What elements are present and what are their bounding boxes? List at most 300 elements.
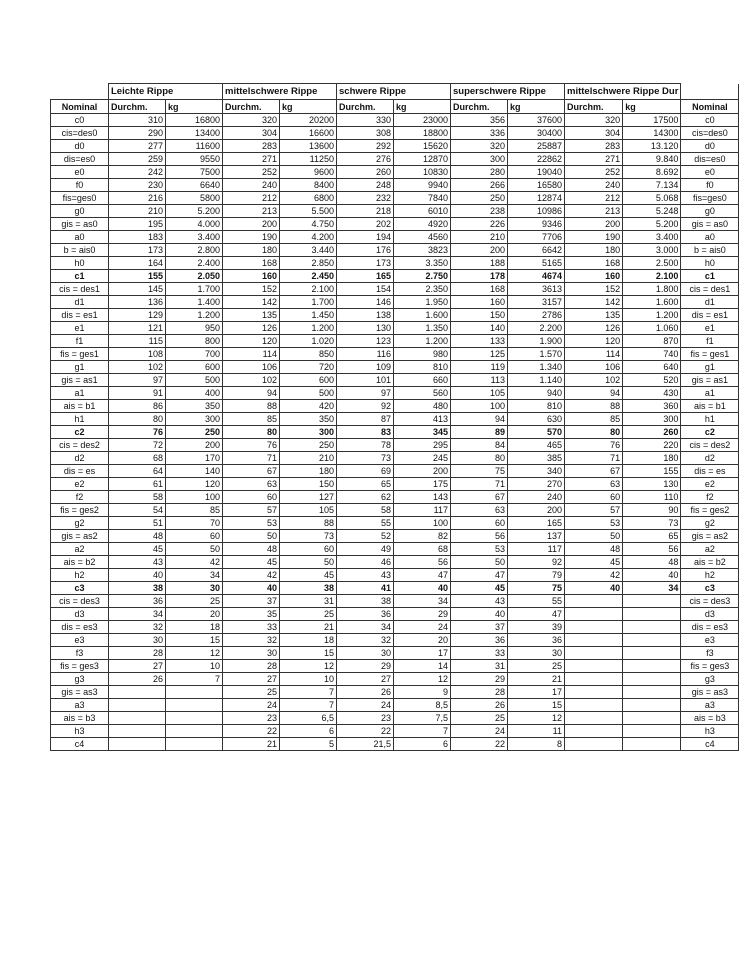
value-cell: 69: [337, 465, 394, 478]
value-cell: 120: [223, 335, 280, 348]
value-cell: 34: [337, 621, 394, 634]
value-cell: 1.200: [166, 309, 223, 322]
value-cell: 45: [280, 569, 337, 582]
value-cell: 34: [623, 582, 681, 595]
value-cell: 850: [280, 348, 337, 361]
value-cell: 220: [623, 439, 681, 452]
value-cell: 48: [565, 543, 623, 556]
value-cell: 2.100: [280, 283, 337, 296]
table-row: [51, 231, 739, 244]
value-cell: 25: [451, 712, 508, 725]
value-cell: 7,5: [394, 712, 451, 725]
value-cell: 4.750: [280, 218, 337, 231]
table-row: [51, 647, 739, 660]
table-row: [51, 595, 739, 608]
value-cell: 67: [451, 491, 508, 504]
value-cell: 100: [451, 400, 508, 413]
value-cell: 3.440: [280, 244, 337, 257]
table-row: [51, 725, 739, 738]
value-cell: 113: [451, 374, 508, 387]
value-cell: 13600: [280, 140, 337, 153]
value-cell: 127: [280, 491, 337, 504]
value-cell: [623, 725, 681, 738]
table-row: [51, 283, 739, 296]
value-cell: 125: [451, 348, 508, 361]
value-cell: 100: [166, 491, 223, 504]
value-cell: 55: [508, 595, 565, 608]
nominal-cell: d0: [681, 140, 739, 153]
weight-header: kg: [508, 100, 565, 114]
value-cell: 85: [166, 504, 223, 517]
value-cell: 11600: [166, 140, 223, 153]
value-cell: 2786: [508, 309, 565, 322]
value-cell: 78: [337, 439, 394, 452]
value-cell: 1.200: [280, 322, 337, 335]
value-cell: 48: [109, 530, 166, 543]
value-cell: 40: [565, 582, 623, 595]
value-cell: 155: [623, 465, 681, 478]
value-cell: 24: [451, 725, 508, 738]
value-cell: 12: [394, 673, 451, 686]
nominal-cell: dis = es1: [681, 309, 739, 322]
value-cell: 30: [508, 647, 565, 660]
value-cell: [623, 634, 681, 647]
value-cell: 2.200: [508, 322, 565, 335]
value-cell: 34: [109, 608, 166, 621]
value-cell: 94: [223, 387, 280, 400]
value-cell: 168: [451, 283, 508, 296]
value-cell: 49: [337, 543, 394, 556]
value-cell: 87: [337, 413, 394, 426]
value-cell: 5.068: [623, 192, 681, 205]
value-cell: 6800: [280, 192, 337, 205]
value-cell: 4920: [394, 218, 451, 231]
value-cell: 1.600: [394, 309, 451, 322]
value-cell: 36: [451, 634, 508, 647]
value-cell: 36: [337, 608, 394, 621]
table-row: [51, 296, 739, 309]
table-row: [51, 361, 739, 374]
value-cell: 1.340: [508, 361, 565, 374]
value-cell: 9940: [394, 179, 451, 192]
nominal-cell: e3: [51, 634, 109, 647]
value-cell: [565, 647, 623, 660]
value-cell: 700: [166, 348, 223, 361]
value-cell: 28: [223, 660, 280, 673]
table-row: [51, 426, 739, 439]
value-cell: 88: [280, 517, 337, 530]
value-cell: 188: [451, 257, 508, 270]
value-cell: 73: [280, 530, 337, 543]
value-cell: 140: [451, 322, 508, 335]
value-cell: 23: [337, 712, 394, 725]
value-cell: 1.950: [394, 296, 451, 309]
value-cell: 271: [223, 153, 280, 166]
nominal-cell: g0: [51, 205, 109, 218]
value-cell: 600: [166, 361, 223, 374]
nominal-cell: h2: [51, 569, 109, 582]
value-cell: 200: [565, 218, 623, 231]
nominal-cell: h1: [51, 413, 109, 426]
value-cell: 47: [394, 569, 451, 582]
value-cell: [565, 621, 623, 634]
value-cell: 32: [109, 621, 166, 634]
value-cell: 210: [451, 231, 508, 244]
value-cell: 12: [166, 647, 223, 660]
value-cell: 88: [223, 400, 280, 413]
value-cell: 20: [394, 634, 451, 647]
value-cell: 10: [166, 660, 223, 673]
value-cell: 25: [508, 660, 565, 673]
value-cell: 25: [223, 686, 280, 699]
value-cell: 80: [109, 413, 166, 426]
value-cell: 300: [166, 413, 223, 426]
value-cell: 33: [223, 621, 280, 634]
nominal-cell: g3: [681, 673, 739, 686]
value-cell: 17: [394, 647, 451, 660]
value-cell: 740: [623, 348, 681, 361]
value-cell: 83: [337, 426, 394, 439]
value-cell: 30: [223, 647, 280, 660]
table-row: [51, 738, 739, 751]
value-cell: 720: [280, 361, 337, 374]
value-cell: [565, 699, 623, 712]
nominal-cell: a0: [51, 231, 109, 244]
value-cell: 308: [337, 127, 394, 140]
value-cell: 2.750: [394, 270, 451, 283]
value-cell: 320: [565, 114, 623, 127]
value-cell: 500: [166, 374, 223, 387]
value-cell: 1.600: [623, 296, 681, 309]
table-row: [51, 413, 739, 426]
value-cell: 47: [508, 608, 565, 621]
value-cell: 109: [337, 361, 394, 374]
value-cell: 940: [508, 387, 565, 400]
value-cell: 130: [623, 478, 681, 491]
nominal-cell: f2: [51, 491, 109, 504]
value-cell: 31: [451, 660, 508, 673]
value-cell: 42: [223, 569, 280, 582]
value-cell: 240: [565, 179, 623, 192]
value-cell: 3.400: [623, 231, 681, 244]
value-cell: 20: [166, 608, 223, 621]
value-cell: 250: [280, 439, 337, 452]
value-cell: 3.400: [166, 231, 223, 244]
value-cell: 164: [109, 257, 166, 270]
table-row: [51, 114, 739, 127]
value-cell: 40: [394, 582, 451, 595]
value-cell: 194: [337, 231, 394, 244]
value-cell: 176: [337, 244, 394, 257]
value-cell: 30: [166, 582, 223, 595]
value-cell: 154: [337, 283, 394, 296]
value-cell: 22: [337, 725, 394, 738]
value-cell: 345: [394, 426, 451, 439]
nominal-cell: c4: [51, 738, 109, 751]
value-cell: 8400: [280, 179, 337, 192]
value-cell: [166, 725, 223, 738]
value-cell: 23: [223, 712, 280, 725]
value-cell: 38: [109, 582, 166, 595]
value-cell: 7500: [166, 166, 223, 179]
table-row: [51, 530, 739, 543]
value-cell: 1.700: [280, 296, 337, 309]
value-cell: 67: [565, 465, 623, 478]
nominal-cell: c1: [51, 270, 109, 283]
value-cell: 15: [166, 634, 223, 647]
nominal-cell: f3: [51, 647, 109, 660]
nominal-cell: e0: [51, 166, 109, 179]
value-cell: 45: [451, 582, 508, 595]
value-cell: 4.200: [280, 231, 337, 244]
value-cell: 12870: [394, 153, 451, 166]
value-cell: 240: [508, 491, 565, 504]
group-header: mittelschwere Rippe: [223, 84, 337, 100]
value-cell: 4560: [394, 231, 451, 244]
value-cell: 52: [337, 530, 394, 543]
value-cell: 90: [623, 504, 681, 517]
nominal-cell: f1: [51, 335, 109, 348]
value-cell: 4674: [508, 270, 565, 283]
nominal-cell: ais = b1: [51, 400, 109, 413]
value-cell: 400: [166, 387, 223, 400]
value-cell: 120: [565, 335, 623, 348]
value-cell: 10830: [394, 166, 451, 179]
value-cell: [623, 621, 681, 634]
value-cell: 43: [451, 595, 508, 608]
value-cell: 97: [109, 374, 166, 387]
value-cell: 238: [451, 205, 508, 218]
value-cell: 3613: [508, 283, 565, 296]
nominal-cell: ais = b3: [51, 712, 109, 725]
value-cell: 5.200: [166, 205, 223, 218]
table-row: [51, 686, 739, 699]
value-cell: 6642: [508, 244, 565, 257]
nominal-cell: g1: [51, 361, 109, 374]
group-header-row: [51, 84, 739, 100]
value-cell: 64: [109, 465, 166, 478]
value-cell: 277: [109, 140, 166, 153]
nominal-cell: cis = des3: [51, 595, 109, 608]
nominal-cell: gis = as1: [681, 374, 739, 387]
value-cell: 252: [565, 166, 623, 179]
value-cell: 8,5: [394, 699, 451, 712]
value-cell: 63: [565, 478, 623, 491]
value-cell: 9600: [280, 166, 337, 179]
value-cell: 200: [508, 504, 565, 517]
value-cell: 5.200: [623, 218, 681, 231]
nominal-cell: f0: [51, 179, 109, 192]
nominal-cell: fis = ges1: [51, 348, 109, 361]
table-row: [51, 712, 739, 725]
value-cell: 92: [337, 400, 394, 413]
table-row: [51, 179, 739, 192]
value-cell: 212: [565, 192, 623, 205]
value-cell: 570: [508, 426, 565, 439]
value-cell: 28: [109, 647, 166, 660]
value-cell: 250: [451, 192, 508, 205]
value-cell: 67: [223, 465, 280, 478]
nominal-cell: a2: [51, 543, 109, 556]
table-row: [51, 621, 739, 634]
nominal-cell: d2: [681, 452, 739, 465]
value-cell: 1.060: [623, 322, 681, 335]
value-cell: 25887: [508, 140, 565, 153]
value-cell: 280: [451, 166, 508, 179]
value-cell: 56: [394, 556, 451, 569]
nominal-cell: a0: [681, 231, 739, 244]
value-cell: 260: [623, 426, 681, 439]
table-row: [51, 374, 739, 387]
value-cell: 2.100: [623, 270, 681, 283]
value-cell: [166, 699, 223, 712]
nominal-cell: cis=des0: [51, 127, 109, 140]
nominal-cell: a2: [681, 543, 739, 556]
nominal-cell: b = ais0: [51, 244, 109, 257]
table-row: [51, 465, 739, 478]
value-cell: 72: [109, 439, 166, 452]
value-cell: 29: [337, 660, 394, 673]
value-cell: 16800: [166, 114, 223, 127]
value-cell: 5800: [166, 192, 223, 205]
value-cell: 16580: [508, 179, 565, 192]
nominal-cell: c2: [681, 426, 739, 439]
nominal-cell: a3: [51, 699, 109, 712]
nominal-cell: g3: [51, 673, 109, 686]
value-cell: 56: [623, 543, 681, 556]
diameter-header: Durchm.: [337, 100, 394, 114]
nominal-cell: d3: [51, 608, 109, 621]
value-cell: 51: [109, 517, 166, 530]
value-cell: 245: [394, 452, 451, 465]
value-cell: 7: [280, 699, 337, 712]
value-cell: 71: [451, 478, 508, 491]
value-cell: 178: [451, 270, 508, 283]
value-cell: 102: [109, 361, 166, 374]
value-cell: 41: [337, 582, 394, 595]
value-cell: 92: [508, 556, 565, 569]
value-cell: 136: [109, 296, 166, 309]
value-cell: 320: [451, 140, 508, 153]
value-cell: 160: [223, 270, 280, 283]
nominal-cell: e0: [681, 166, 739, 179]
value-cell: 20200: [280, 114, 337, 127]
value-cell: 180: [223, 244, 280, 257]
value-cell: 29: [394, 608, 451, 621]
value-cell: 152: [223, 283, 280, 296]
value-cell: 63: [451, 504, 508, 517]
nominal-cell: e1: [681, 322, 739, 335]
value-cell: 9550: [166, 153, 223, 166]
value-cell: 19040: [508, 166, 565, 179]
nominal-cell: f0: [681, 179, 739, 192]
value-cell: 45: [565, 556, 623, 569]
value-cell: 89: [451, 426, 508, 439]
value-cell: 115: [109, 335, 166, 348]
value-cell: 94: [451, 413, 508, 426]
value-cell: 38: [280, 582, 337, 595]
value-cell: 213: [223, 205, 280, 218]
value-cell: 413: [394, 413, 451, 426]
value-cell: 86: [109, 400, 166, 413]
value-cell: 168: [223, 257, 280, 270]
value-cell: 300: [623, 413, 681, 426]
value-cell: 1.350: [394, 322, 451, 335]
value-cell: 216: [109, 192, 166, 205]
nominal-cell: fis = ges3: [681, 660, 739, 673]
value-cell: 55: [337, 517, 394, 530]
value-cell: 360: [623, 400, 681, 413]
group-header: schwere Rippe: [337, 84, 451, 100]
table-row: [51, 478, 739, 491]
value-cell: 37: [451, 621, 508, 634]
value-cell: 42: [565, 569, 623, 582]
value-cell: 35: [223, 608, 280, 621]
value-cell: 300: [451, 153, 508, 166]
table-row: [51, 322, 739, 335]
value-cell: 430: [623, 387, 681, 400]
value-cell: 2.450: [280, 270, 337, 283]
value-cell: [565, 634, 623, 647]
value-cell: 40: [109, 569, 166, 582]
nominal-cell: cis=des0: [681, 127, 739, 140]
nominal-cell: c0: [681, 114, 739, 127]
table-row: [51, 608, 739, 621]
value-cell: 34: [394, 595, 451, 608]
value-cell: 31: [280, 595, 337, 608]
value-cell: 120: [166, 478, 223, 491]
value-cell: 160: [451, 296, 508, 309]
table-row: [51, 582, 739, 595]
table-row: [51, 205, 739, 218]
value-cell: 8: [508, 738, 565, 751]
nominal-cell: gis = as3: [51, 686, 109, 699]
value-cell: 3823: [394, 244, 451, 257]
value-cell: 26: [109, 673, 166, 686]
value-cell: 240: [223, 179, 280, 192]
nominal-cell: g2: [681, 517, 739, 530]
value-cell: 160: [565, 270, 623, 283]
table-body: [51, 84, 739, 751]
value-cell: 200: [223, 218, 280, 231]
value-cell: 82: [394, 530, 451, 543]
table-row: [51, 569, 739, 582]
value-cell: 356: [451, 114, 508, 127]
sub-header-row: [51, 100, 739, 114]
value-cell: 180: [565, 244, 623, 257]
value-cell: 165: [508, 517, 565, 530]
nominal-cell: g2: [51, 517, 109, 530]
value-cell: 300: [280, 426, 337, 439]
value-cell: 7: [394, 725, 451, 738]
nominal-cell: ais = b2: [51, 556, 109, 569]
table-row: [51, 439, 739, 452]
value-cell: 10: [280, 673, 337, 686]
value-cell: 11250: [280, 153, 337, 166]
table-row: [51, 127, 739, 140]
nominal-cell: cis = des2: [51, 439, 109, 452]
nominal-header: Nominal: [51, 100, 109, 114]
nominal-cell: e2: [51, 478, 109, 491]
nominal-cell: cis = des1: [51, 283, 109, 296]
value-cell: [623, 608, 681, 621]
value-cell: 102: [223, 374, 280, 387]
value-cell: 420: [280, 400, 337, 413]
nominal-cell: e2: [681, 478, 739, 491]
value-cell: 65: [623, 530, 681, 543]
value-cell: [565, 608, 623, 621]
nominal-cell: h3: [681, 725, 739, 738]
